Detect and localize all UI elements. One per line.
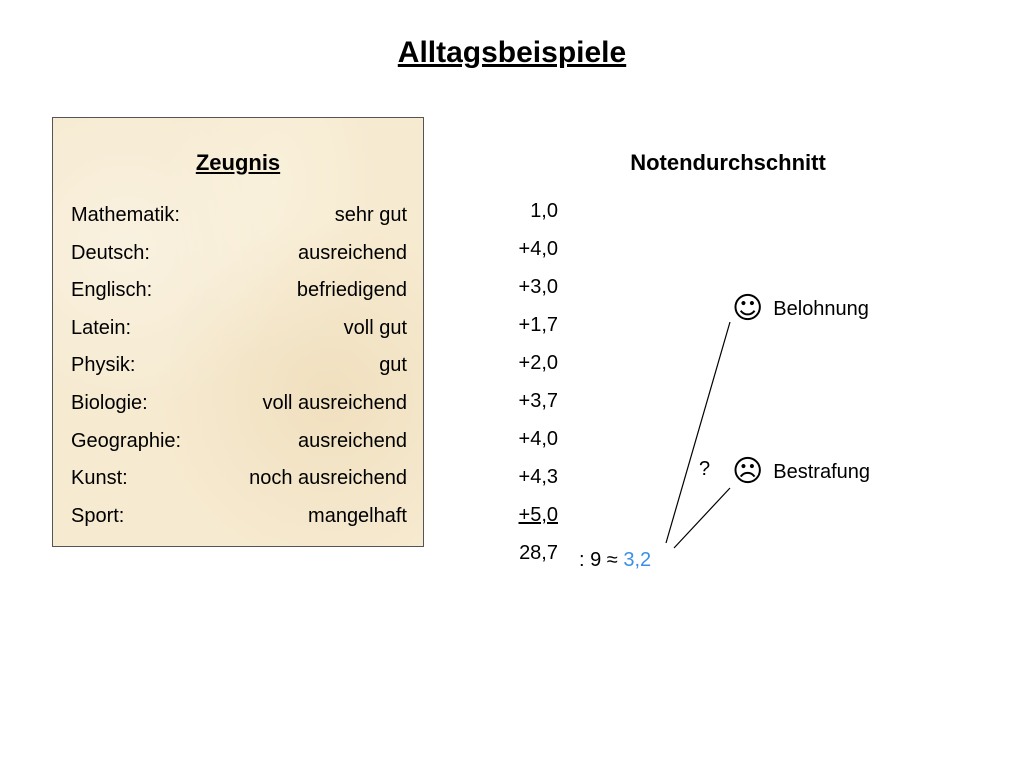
subject-name: Geographie: [71,429,182,452]
report-card-title: Zeugnis [195,150,281,175]
grade-term: +1,7 [518,314,558,336]
grade-sum: 28,7 [519,542,558,564]
smiley-icon: ☺ [732,291,764,326]
average-result: 3,2 [623,549,652,571]
subject-grade: befriedigend [296,279,407,302]
reward-label: Belohnung [773,297,869,320]
subject-grade: sehr gut [334,204,407,226]
grade-term: +3,0 [518,276,558,298]
subject-name: Biologie: [71,391,148,414]
grade-term: +4,0 [518,428,558,450]
punishment-connector-line [674,488,730,548]
subject-name: Latein: [71,316,132,339]
subject-grade: voll gut [343,316,407,339]
subject-name: Physik: [71,354,136,377]
grade-term: +4,3 [518,466,558,488]
question-mark: ? [699,458,711,480]
grade-term: +5,0 [518,504,558,526]
subject-name: Kunst: [71,467,128,490]
subject-grade: voll ausreichend [262,391,407,414]
subject-grade: noch ausreichend [249,467,407,490]
frowning-face-icon: ☹ [732,454,764,489]
page-title: Alltagsbeispiele [397,36,627,69]
subject-name: Englisch: [71,279,153,302]
subject-grade: mangelhaft [308,504,407,527]
subject-name: Sport: [71,504,125,527]
subject-grade: ausreichend [298,429,407,452]
grade-term: 1,0 [530,200,558,222]
reward-connector-line [666,322,730,543]
average-heading: Notendurchschnitt [630,150,826,175]
subject-grade: gut [379,354,407,377]
grade-term: +4,0 [518,238,558,260]
grade-term: +2,0 [518,352,558,374]
grade-term: +3,7 [518,390,558,412]
subject-grade: ausreichend [298,241,407,264]
subject-name: Mathematik: [71,204,180,226]
division-text: : 9 ≈ [579,549,618,571]
subject-name: Deutsch: [71,241,150,264]
punishment-label: Bestrafung [773,460,871,483]
